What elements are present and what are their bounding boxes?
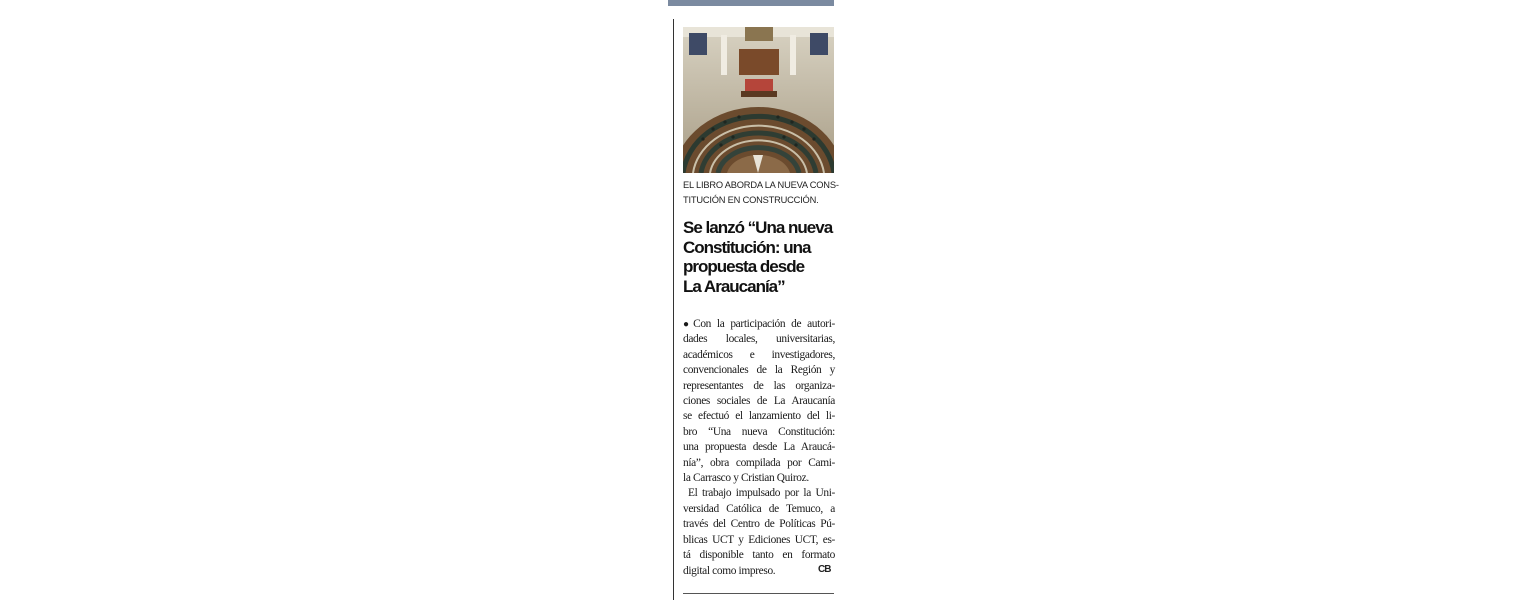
headline-line: Se lanzó “Una nueva <box>683 218 833 237</box>
article-body <box>683 317 835 579</box>
body-line: dades locales, universitarias, <box>683 333 835 346</box>
end-mark: CB <box>818 564 831 575</box>
body-line: digital como impreso. <box>683 564 776 577</box>
article-headline <box>683 218 839 296</box>
parliament-chamber-photo <box>683 27 834 173</box>
body-line: ciones sociales de La Araucanía <box>683 395 835 408</box>
headline-line: Constitución: una <box>683 237 811 257</box>
body-line: ●Con la participación de autori- <box>683 318 835 330</box>
caption-line: TITUCIÓN EN CONSTRUCCIÓN. <box>683 195 819 205</box>
body-line: blicas UCT y Ediciones UCT, es- <box>683 533 835 546</box>
headline-line: propuesta desde <box>683 257 805 276</box>
body-line: tá disponible tanto en formato <box>683 549 835 562</box>
body-line: nía”, obra compilada por Cami- <box>683 456 835 469</box>
top-color-bar <box>668 0 834 6</box>
body-line: la Carrasco y Cristian Quiroz. <box>683 472 809 485</box>
column-rule <box>673 19 674 600</box>
bottom-rule <box>683 593 834 594</box>
body-line: se efectuó el lanzamiento del li- <box>683 410 835 423</box>
photo-caption <box>683 178 839 208</box>
body-line: bro “Una nueva Constitución: <box>683 425 835 438</box>
body-line: una propuesta desde La Araucá- <box>683 441 835 454</box>
body-line: El trabajo impulsado por la Uni- <box>688 487 835 500</box>
bullet-icon: ● <box>683 319 693 330</box>
caption-line: EL LIBRO ABORDA LA NUEVA CONS- <box>683 180 839 190</box>
body-line: académicos e investigadores, <box>683 348 835 361</box>
body-line: versidad Católica de Temuco, a <box>683 502 835 515</box>
body-line: través del Centro de Políticas Pú- <box>683 518 835 531</box>
body-line: convencionales de la Región y <box>683 364 835 377</box>
headline-line: La Araucanía” <box>683 276 785 296</box>
body-line: representantes de las organiza- <box>683 379 835 392</box>
